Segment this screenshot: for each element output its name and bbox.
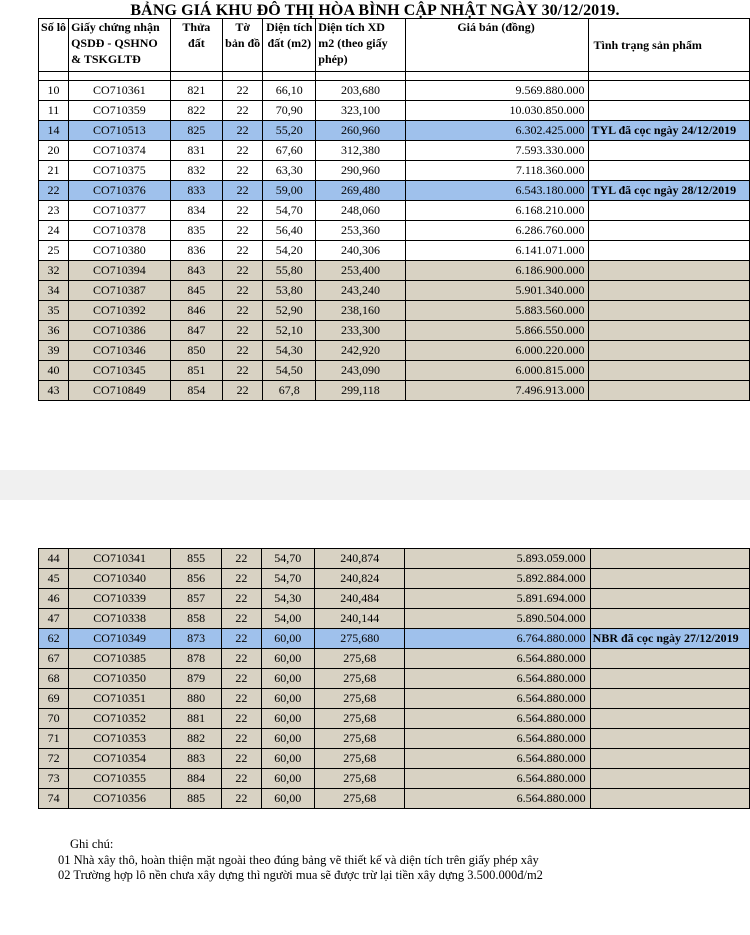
table-row [39,241,750,261]
cell-cert: CO710346 [69,341,171,361]
cell-status [589,241,750,261]
cell-status [590,729,749,749]
cell-land-area: 67,60 [263,141,316,161]
cell-status [590,589,749,609]
cell-price: 9.569.880.000 [405,81,589,101]
table-row [39,569,750,589]
header-sheet: Tờ bản đồ [223,19,263,72]
header-price: Giá bán (đồng) [405,19,589,72]
cell-price: 6.286.760.000 [405,221,589,241]
table-row [39,769,750,789]
cell-build-area: 275,68 [315,709,405,729]
cell-lot: 14 [39,121,69,141]
price-table-top [38,18,750,401]
cell-lot: 23 [39,201,69,221]
cell-cert: CO710849 [69,381,171,401]
cell-land-area: 54,70 [261,569,315,589]
table-row [39,361,750,381]
cell-lot: 44 [39,549,69,569]
cell-sheet: 22 [222,609,261,629]
cell-price: 5.883.560.000 [405,301,589,321]
cell-land-area: 59,00 [263,181,316,201]
page-title: BẢNG GIÁ KHU ĐÔ THỊ HÒA BÌNH CẬP NHẬT NGÀY 30/12/2019. [130,2,620,19]
cell-cert: CO710377 [69,201,171,221]
cell-status [589,81,750,101]
cell-sheet: 22 [222,749,261,769]
cell-build-area: 243,090 [316,361,405,381]
cell-build-area: 290,960 [316,161,405,181]
cell-cert: CO710359 [69,101,171,121]
cell-build-area: 242,920 [316,341,405,361]
cell-lot: 20 [39,141,69,161]
cell-land-area: 60,00 [261,789,315,809]
cell-parcel: 850 [170,341,222,361]
cell-cert: CO710349 [69,629,171,649]
cell-sheet: 22 [223,181,263,201]
cell-parcel: 834 [170,201,222,221]
cell-status [589,161,750,181]
cell-status [589,321,750,341]
cell-build-area: 323,100 [316,101,405,121]
cell-parcel: 856 [171,569,222,589]
cell-build-area: 253,400 [316,261,405,281]
cell-land-area: 54,30 [261,589,315,609]
cell-cert: CO710380 [69,241,171,261]
cell-build-area: 275,68 [315,749,405,769]
cell-parcel: 855 [171,549,222,569]
cell-parcel: 843 [170,261,222,281]
cell-price: 5.892.884.000 [405,569,590,589]
cell-cert: CO710340 [69,569,171,589]
cell-parcel: 885 [171,789,222,809]
cell-lot: 62 [39,629,69,649]
cell-sheet: 22 [223,241,263,261]
cell-build-area: 275,68 [315,769,405,789]
cell-land-area: 54,50 [263,361,316,381]
cell-sheet: 22 [222,689,261,709]
cell-price: 5.891.694.000 [405,589,590,609]
spacer-cell [170,72,222,81]
table-row [39,789,750,809]
cell-build-area: 275,68 [315,729,405,749]
cell-build-area: 275,68 [315,689,405,709]
cell-parcel: 873 [171,629,222,649]
cell-cert: CO710354 [69,749,171,769]
cell-price: 10.030.850.000 [405,101,589,121]
cell-land-area: 56,40 [263,221,316,241]
cell-land-area: 53,80 [263,281,316,301]
spacer-cell [263,72,316,81]
cell-cert: CO710375 [69,161,171,181]
cell-lot: 10 [39,81,69,101]
cell-cert: CO710338 [69,609,171,629]
cell-parcel: 854 [170,381,222,401]
spacer-cell [589,72,750,81]
table-row [39,281,750,301]
table-row [39,141,750,161]
cell-build-area: 248,060 [316,201,405,221]
cell-cert: CO710386 [69,321,171,341]
price-table-bottom [38,548,750,809]
cell-parcel: 825 [170,121,222,141]
cell-land-area: 60,00 [261,649,315,669]
cell-price: 6.764.880.000 [405,629,590,649]
cell-sheet: 22 [223,161,263,181]
cell-price: 5.901.340.000 [405,281,589,301]
cell-build-area: 253,360 [316,221,405,241]
cell-status [590,769,749,789]
cell-cert: CO710341 [69,549,171,569]
cell-sheet: 22 [222,629,261,649]
cell-sheet: 22 [223,101,263,121]
cell-price: 6.564.880.000 [405,729,590,749]
spacer-cell [405,72,589,81]
table-row [39,609,750,629]
cell-parcel: 847 [170,321,222,341]
cell-build-area: 312,380 [316,141,405,161]
cell-status [589,341,750,361]
cell-sheet: 22 [222,649,261,669]
cell-sheet: 22 [222,729,261,749]
page-divider [0,470,750,500]
header-parcel: Thửa đất [170,19,222,72]
table-row [39,341,750,361]
cell-status [590,689,749,709]
table-row [39,101,750,121]
cell-price: 6.543.180.000 [405,181,589,201]
table-row [39,649,750,669]
table-row [39,201,750,221]
cell-price: 6.564.880.000 [405,689,590,709]
cell-sheet: 22 [222,709,261,729]
cell-lot: 22 [39,181,69,201]
spacer-cell [223,72,263,81]
cell-parcel: 846 [170,301,222,321]
cell-lot: 25 [39,241,69,261]
cell-price: 6.564.880.000 [405,749,590,769]
cell-parcel: 821 [170,81,222,101]
cell-status [590,709,749,729]
cell-price: 6.168.210.000 [405,201,589,221]
cell-sheet: 22 [223,301,263,321]
cell-lot: 35 [39,301,69,321]
cell-status [589,261,750,281]
cell-build-area: 299,118 [316,381,405,401]
cell-parcel: 822 [170,101,222,121]
cell-build-area: 275,680 [315,629,405,649]
cell-parcel: 833 [170,181,222,201]
cell-build-area: 238,160 [316,301,405,321]
cell-status [589,221,750,241]
cell-status: NBR đã cọc ngày 27/12/2019 [590,629,749,649]
cell-price: 7.118.360.000 [405,161,589,181]
cell-lot: 36 [39,321,69,341]
table-row [39,629,750,649]
table-row [39,669,750,689]
cell-parcel: 880 [171,689,222,709]
note-item: 02 Trường hợp lô nền chưa xây dựng thì người mua sẽ được trừ lại tiền xây dựng 3.500.000đ/m2 [58,868,543,882]
cell-lot: 43 [39,381,69,401]
cell-status [589,101,750,121]
cell-status [590,669,749,689]
cell-parcel: 882 [171,729,222,749]
notes-section [58,837,543,883]
cell-status: TYL đã cọc ngày 24/12/2019 [589,121,750,141]
cell-parcel: 879 [171,669,222,689]
cell-sheet: 22 [222,789,261,809]
table-row [39,589,750,609]
cell-price: 5.893.059.000 [405,549,590,569]
cell-price: 6.302.425.000 [405,121,589,141]
cell-land-area: 67,8 [263,381,316,401]
cell-build-area: 269,480 [316,181,405,201]
spacer-cell [316,72,405,81]
cell-lot: 11 [39,101,69,121]
cell-build-area: 240,144 [315,609,405,629]
cell-price: 7.593.330.000 [405,141,589,161]
cell-parcel: 878 [171,649,222,669]
cell-price: 6.000.220.000 [405,341,589,361]
cell-status [590,789,749,809]
cell-sheet: 22 [223,261,263,281]
header-land-area: Diện tích đất (m2) [263,19,316,72]
cell-land-area: 60,00 [261,769,315,789]
notes-heading: Ghi chú: [70,837,114,851]
cell-parcel: 831 [170,141,222,161]
cell-sheet: 22 [222,589,261,609]
cell-build-area: 240,874 [315,549,405,569]
cell-build-area: 240,484 [315,589,405,609]
cell-land-area: 54,70 [263,201,316,221]
table-row [39,381,750,401]
cell-price: 6.564.880.000 [405,669,590,689]
cell-status [590,569,749,589]
cell-lot: 67 [39,649,69,669]
cell-sheet: 22 [223,361,263,381]
cell-status [590,649,749,669]
cell-status [590,549,749,569]
table-row [39,549,750,569]
cell-sheet: 22 [223,381,263,401]
cell-cert: CO710345 [69,361,171,381]
cell-cert: CO710376 [69,181,171,201]
cell-lot: 68 [39,669,69,689]
cell-lot: 71 [39,729,69,749]
cell-status [590,749,749,769]
cell-sheet: 22 [223,81,263,101]
cell-land-area: 70,90 [263,101,316,121]
cell-cert: CO710378 [69,221,171,241]
cell-cert: CO710394 [69,261,171,281]
cell-status: TYL đã cọc ngày 28/12/2019 [589,181,750,201]
cell-price: 5.866.550.000 [405,321,589,341]
cell-build-area: 240,306 [316,241,405,261]
cell-cert: CO710339 [69,589,171,609]
cell-land-area: 54,20 [263,241,316,261]
table-header-row [39,19,750,72]
cell-build-area: 240,824 [315,569,405,589]
header-cert: Giấy chứng nhận QSDĐ - QSHNO & TSKGLTĐ [69,19,171,72]
cell-land-area: 55,20 [263,121,316,141]
cell-land-area: 60,00 [261,669,315,689]
cell-lot: 72 [39,749,69,769]
cell-lot: 34 [39,281,69,301]
cell-parcel: 835 [170,221,222,241]
cell-build-area: 260,960 [316,121,405,141]
cell-land-area: 60,00 [261,689,315,709]
table-row [39,301,750,321]
cell-cert: CO710356 [69,789,171,809]
cell-sheet: 22 [223,281,263,301]
note-item: 01 Nhà xây thô, hoàn thiện mặt ngoài theo đúng bảng vẽ thiết kế và diện tích trên giấy phép xây [58,853,539,867]
cell-land-area: 63,30 [263,161,316,181]
cell-cert: CO710387 [69,281,171,301]
table-row [39,121,750,141]
cell-parcel: 884 [171,769,222,789]
cell-land-area: 52,10 [263,321,316,341]
cell-lot: 46 [39,589,69,609]
cell-price: 6.000.815.000 [405,361,589,381]
cell-sheet: 22 [223,321,263,341]
cell-status [589,381,750,401]
table-row [39,261,750,281]
cell-parcel: 858 [171,609,222,629]
cell-sheet: 22 [223,141,263,161]
cell-price: 6.564.880.000 [405,789,590,809]
cell-lot: 32 [39,261,69,281]
cell-sheet: 22 [223,341,263,361]
table-row [39,749,750,769]
header-status: Tình trạng sản phẩm [589,19,750,72]
cell-land-area: 60,00 [261,729,315,749]
cell-parcel: 851 [170,361,222,381]
cell-lot: 24 [39,221,69,241]
cell-land-area: 52,90 [263,301,316,321]
spacer-cell [39,72,69,81]
table-row [39,689,750,709]
cell-cert: CO710355 [69,769,171,789]
cell-sheet: 22 [223,201,263,221]
cell-parcel: 857 [171,589,222,609]
cell-status [589,361,750,381]
cell-cert: CO710353 [69,729,171,749]
table-row [39,709,750,729]
cell-price: 6.141.071.000 [405,241,589,261]
cell-sheet: 22 [222,769,261,789]
cell-price: 6.186.900.000 [405,261,589,281]
cell-lot: 74 [39,789,69,809]
cell-cert: CO710352 [69,709,171,729]
table-row [39,221,750,241]
cell-parcel: 845 [170,281,222,301]
cell-land-area: 60,00 [261,749,315,769]
cell-land-area: 54,00 [261,609,315,629]
cell-land-area: 54,30 [263,341,316,361]
cell-cert: CO710374 [69,141,171,161]
cell-parcel: 881 [171,709,222,729]
cell-build-area: 275,68 [315,669,405,689]
cell-price: 6.564.880.000 [405,649,590,669]
cell-lot: 39 [39,341,69,361]
cell-build-area: 203,680 [316,81,405,101]
cell-status [589,141,750,161]
cell-build-area: 233,300 [316,321,405,341]
cell-lot: 70 [39,709,69,729]
cell-price: 6.564.880.000 [405,709,590,729]
cell-build-area: 275,68 [315,649,405,669]
cell-lot: 47 [39,609,69,629]
cell-build-area: 243,240 [316,281,405,301]
cell-price: 5.890.504.000 [405,609,590,629]
cell-parcel: 836 [170,241,222,261]
cell-land-area: 60,00 [261,629,315,649]
header-lot: Số lô [39,19,69,72]
cell-land-area: 54,70 [261,549,315,569]
cell-sheet: 22 [223,121,263,141]
table-row [39,161,750,181]
table-row [39,321,750,341]
table-spacer-row [39,72,750,81]
cell-cert: CO710385 [69,649,171,669]
cell-land-area: 66,10 [263,81,316,101]
cell-parcel: 883 [171,749,222,769]
cell-status [589,201,750,221]
cell-build-area: 275,68 [315,789,405,809]
cell-status [590,609,749,629]
cell-cert: CO710361 [69,81,171,101]
cell-cert: CO710513 [69,121,171,141]
cell-land-area: 60,00 [261,709,315,729]
cell-sheet: 22 [222,669,261,689]
cell-land-area: 55,80 [263,261,316,281]
cell-sheet: 22 [222,569,261,589]
cell-status [589,281,750,301]
cell-price: 6.564.880.000 [405,769,590,789]
header-build-area: Diện tích XD m2 (theo giấy phép) [316,19,405,72]
cell-lot: 45 [39,569,69,589]
cell-parcel: 832 [170,161,222,181]
table-row [39,729,750,749]
spacer-cell [69,72,171,81]
cell-lot: 69 [39,689,69,709]
cell-lot: 40 [39,361,69,381]
cell-cert: CO710392 [69,301,171,321]
cell-sheet: 22 [222,549,261,569]
cell-lot: 73 [39,769,69,789]
cell-lot: 21 [39,161,69,181]
cell-sheet: 22 [223,221,263,241]
table-row [39,81,750,101]
cell-price: 7.496.913.000 [405,381,589,401]
cell-cert: CO710351 [69,689,171,709]
table-row [39,181,750,201]
cell-status [589,301,750,321]
cell-cert: CO710350 [69,669,171,689]
